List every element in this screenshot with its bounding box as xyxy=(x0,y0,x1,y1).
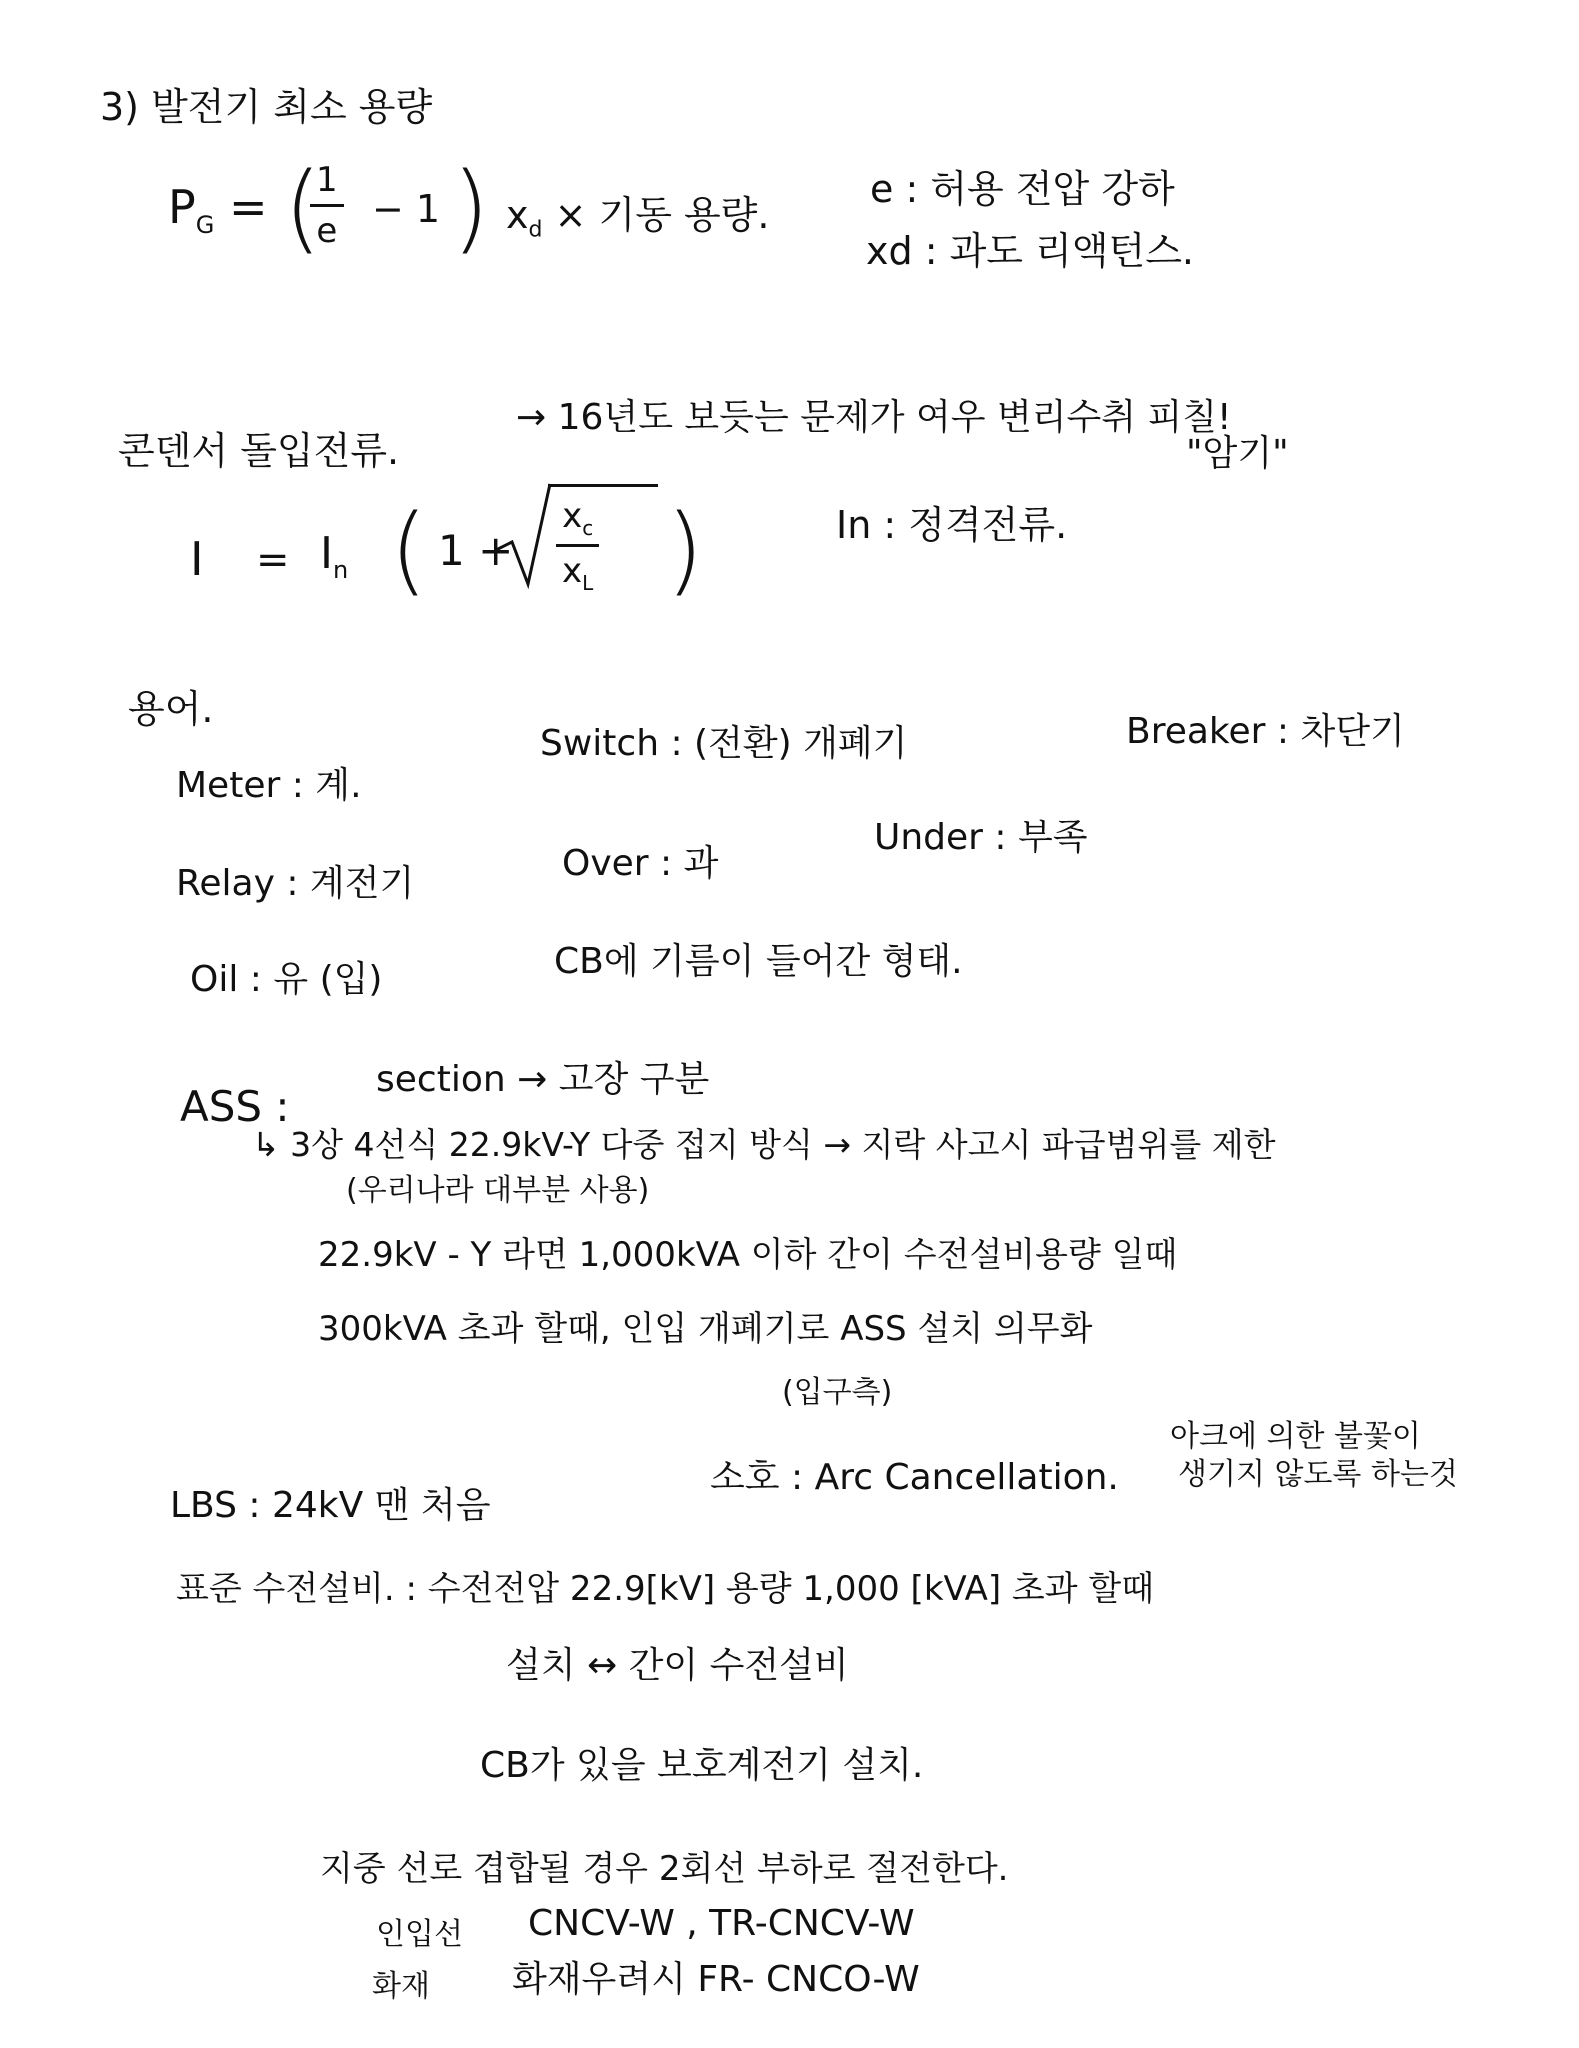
std-receiving-2: 설치 ↔ 간이 수전설비 xyxy=(506,1645,849,1686)
intake-value: CNCV-W , TR-CNCV-W xyxy=(528,1903,915,1944)
right-paren-2: ) xyxy=(666,494,704,606)
ass-section: section → 고장 구분 xyxy=(376,1059,710,1100)
pg-fraction xyxy=(310,160,344,251)
left-paren: ( xyxy=(284,152,322,264)
pg-tail-text: × 기동 용량. xyxy=(554,193,770,237)
pg-equals: = xyxy=(228,180,268,234)
sqrt-bar xyxy=(548,484,658,487)
ass-line3: 22.9kV - Y 라면 1,000kVA 이하 간이 수전설비용량 일때 xyxy=(318,1235,1178,1275)
pg-minus-one: − 1 xyxy=(372,187,441,231)
term-sohoh: 소호 : Arc Cancellation. xyxy=(710,1457,1119,1498)
right-paren: ) xyxy=(452,152,490,264)
heading-capacitor-inrush: 콘덴서 돌입전류. xyxy=(118,429,400,473)
heading-generator-capacity: 3) 발전기 최소 용량 xyxy=(100,85,433,129)
note-e: e : 허용 전압 강하 xyxy=(870,167,1175,211)
inrush-fraction xyxy=(556,496,599,595)
memorize-note: "암기" xyxy=(1186,433,1289,474)
term-meter: Meter : 계. xyxy=(176,765,362,806)
note-xd: xd : 과도 리액턴스. xyxy=(866,229,1194,273)
in-note: In : 정격전류. xyxy=(836,503,1068,547)
std-receiving: 표준 수전설비. : 수전전압 22.9[kV] 용량 1,000 [kVA] 초과 할때 xyxy=(176,1569,1155,1609)
xl-denominator: $x_L$ xyxy=(556,544,599,595)
fire-value: 화재우려시 FR- CNCO-W xyxy=(512,1959,920,2000)
term-oil-note: CB에 기름이 들어간 형태. xyxy=(554,941,963,982)
term-switch: Switch : (전환) 개폐기 xyxy=(540,723,908,764)
pg-symbol: P xyxy=(168,180,196,234)
sohoh-note1: 아크에 의한 불꽃이 xyxy=(1170,1419,1421,1454)
ass-line4: 300kVA 초과 할때, 인입 개폐기로 ASS 설치 의무화 xyxy=(318,1309,1093,1349)
term-breaker: Breaker : 차단기 xyxy=(1126,711,1405,752)
one-plus: 1 + xyxy=(438,526,514,575)
in-symbol: I xyxy=(320,528,333,579)
pg-subscript: G xyxy=(195,211,215,240)
xc-numerator: $x_c$ xyxy=(562,496,594,540)
term-ass: ASS : xyxy=(180,1082,290,1131)
left-paren-2: ( xyxy=(390,494,428,606)
arrow-note: → 16년도 보듯는 문제가 여우 변리수취 피칠! xyxy=(516,397,1232,438)
pg-numerator: 1 xyxy=(316,160,338,200)
sqrt-symbol xyxy=(494,480,554,590)
ass-line5: (입구측) xyxy=(782,1375,893,1410)
heading-terms: 용어. xyxy=(128,687,214,731)
xd-subscript: d xyxy=(528,217,543,243)
intake-label: 인입선 xyxy=(376,1917,463,1952)
term-relay: Relay : 계전기 xyxy=(176,863,415,904)
ass-line2: (우리나라 대부분 사용) xyxy=(346,1173,650,1208)
pg-denominator: e xyxy=(310,204,344,251)
term-lbs: LBS : 24kV 맨 처음 xyxy=(170,1485,491,1526)
i-symbol: I xyxy=(190,532,204,586)
term-under: Under : 부족 xyxy=(874,817,1088,858)
i-equals: = xyxy=(256,537,290,583)
xd-symbol: x xyxy=(506,193,529,237)
sohoh-note2: 생기지 않도록 하는것 xyxy=(1178,1457,1458,1492)
fire-label: 화재 xyxy=(372,1969,430,2004)
ass-line1: ↳ 3상 4선식 22.9kV-Y 다중 접지 방식 → 지락 사고시 파급범위를 제한 xyxy=(252,1125,1276,1164)
cb-relay-note: CB가 있을 보호계전기 설치. xyxy=(480,1745,924,1786)
term-over: Over : 과 xyxy=(562,843,719,884)
term-oil: Oil : 유 (입) xyxy=(190,959,383,1000)
in-subscript: n xyxy=(332,555,349,584)
underground-note: 지중 선로 겹합될 경우 2회선 부하로 절전한다. xyxy=(320,1849,1009,1889)
